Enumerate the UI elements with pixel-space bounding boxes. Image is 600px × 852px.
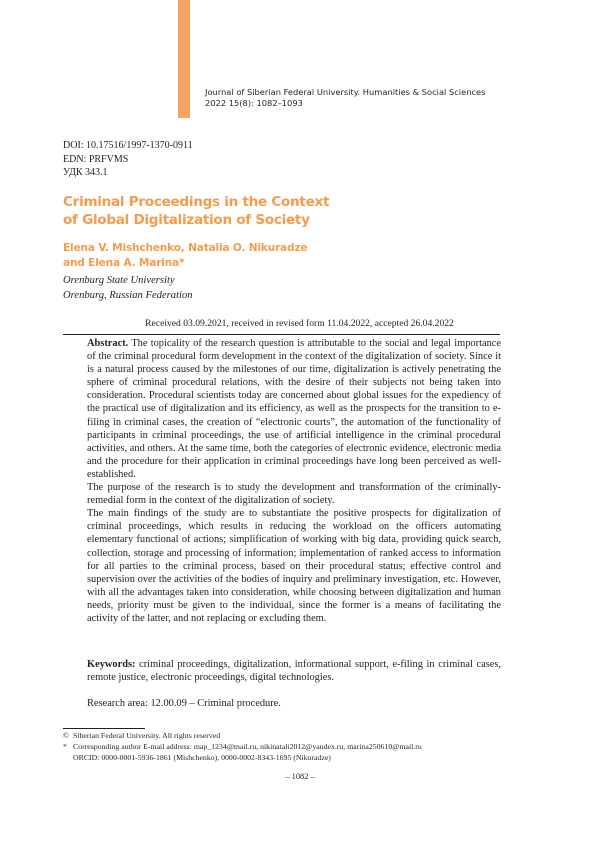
copyright-note [63,731,422,742]
abstract-paragraph-3: The main findings of the study are to substantiate the positive prospects for digitalization of criminal proceedings, which results in reducing the workload on the officers automating elementary functional of actions; simplification of working with big data, providing quick search, collection, storage and processing of information; implementation of ranked access to information for all parties to the criminal process, based on their procedural status; effective control and supervision over the activities of the bodies of inquiry and preliminary investigation, etc. However, with all the advantages taken into consideration, while choosing between digitalization and human needs, priority must be given to the individual, since the former is a means of facilitating the activity of the latter, and not replacing or excluding them. [87,508,501,624]
copyright-text: Siberian Federal University. All rights reserved [73,731,221,740]
copyright-symbol: © [63,731,69,740]
asterisk-symbol: * [63,741,67,751]
keywords-label: Keywords: [87,659,136,670]
journal-accent-bar [178,0,190,118]
corresponding-note [63,742,422,753]
authors [63,241,307,271]
affiliation-university: Orenburg State University [63,275,175,286]
abstract-label: Abstract. [87,338,129,349]
journal-name: Journal of Siberian Federal University. Humanities & Social Sciences [205,87,486,97]
keywords-text: criminal proceedings, digitalization, informational support, e-filing in criminal cases, remote justice, electronic proceedings, digital technologies. [87,659,501,684]
article-title [63,193,329,229]
article-identifiers [63,139,193,180]
doi: DOI: 10.17516/1997-1370-0911 [63,140,193,151]
journal-volume: 2022 15(8): 1082–1093 [205,98,303,108]
authors-line-2: and Elena A. Marina* [63,257,185,269]
authors-line-1: Elena V. Mishchenko, Natalia O. Nikuradze [63,242,308,254]
affiliation-location: Orenburg, Russian Federation [63,289,193,301]
abstract-paragraph-2: The purpose of the research is to study the development and transformation of the criminally-remedial form in the context of the digitalization of society. [87,482,501,507]
abstract-text-1: The topicality of the research question is attributable to the social and legal importance of the criminal procedural form development in the context of the digitalization of society. Since it is a natural process caused by the milestones of our time, digitalization is actively penetrating the sphere of criminal procedural relations, with the desire of their subjects not being taken into consideration. Procedural scientists today are concerned about global issues for the expediency of the practical use of digitalization and its efficiency, as well as the prospects for the transition to e-filing in criminal cases, the creation of “electronic courts”, the automation of the functionality of participants in criminal proceedings, the use of artificial intelligence in the criminal procedural activities, and others. At the same time, both the categories of electronic evidence, electronic media and the procedure for their application in criminal proceedings have long been perceived as well-established. [87,338,501,480]
page-number: – 1082 – [285,772,315,781]
affiliation [63,274,193,303]
orcid-note: ORCID: 0000-0001-5936-1861 (Mishchenko), 0000-0002-8343-1695 (Nikuradze) [73,752,331,762]
edn: EDN: PRFVMS [63,153,129,165]
keywords [87,658,501,684]
divider [63,334,500,335]
title-line-2: of Global Digitalization of Society [63,212,310,228]
footnote-divider [63,728,145,729]
udk: УДК 343.1 [63,167,108,178]
journal-header [205,87,485,109]
abstract [87,337,501,625]
received-dates: Received 03.09.2021, received in revised form 11.04.2022, accepted 26.04.2022 [145,318,454,329]
abstract-paragraph-1 [87,337,501,481]
research-area: Research area: 12.00.09 – Criminal procedure. [87,698,281,709]
corresponding-text: Corresponding author E-mail address: map_1234@mail.ru, nikinatali2012@yandex.ru, marina250610@mail.ru [73,741,422,751]
footnotes [63,731,422,763]
title-line-1: Criminal Proceedings in the Context [63,194,330,210]
